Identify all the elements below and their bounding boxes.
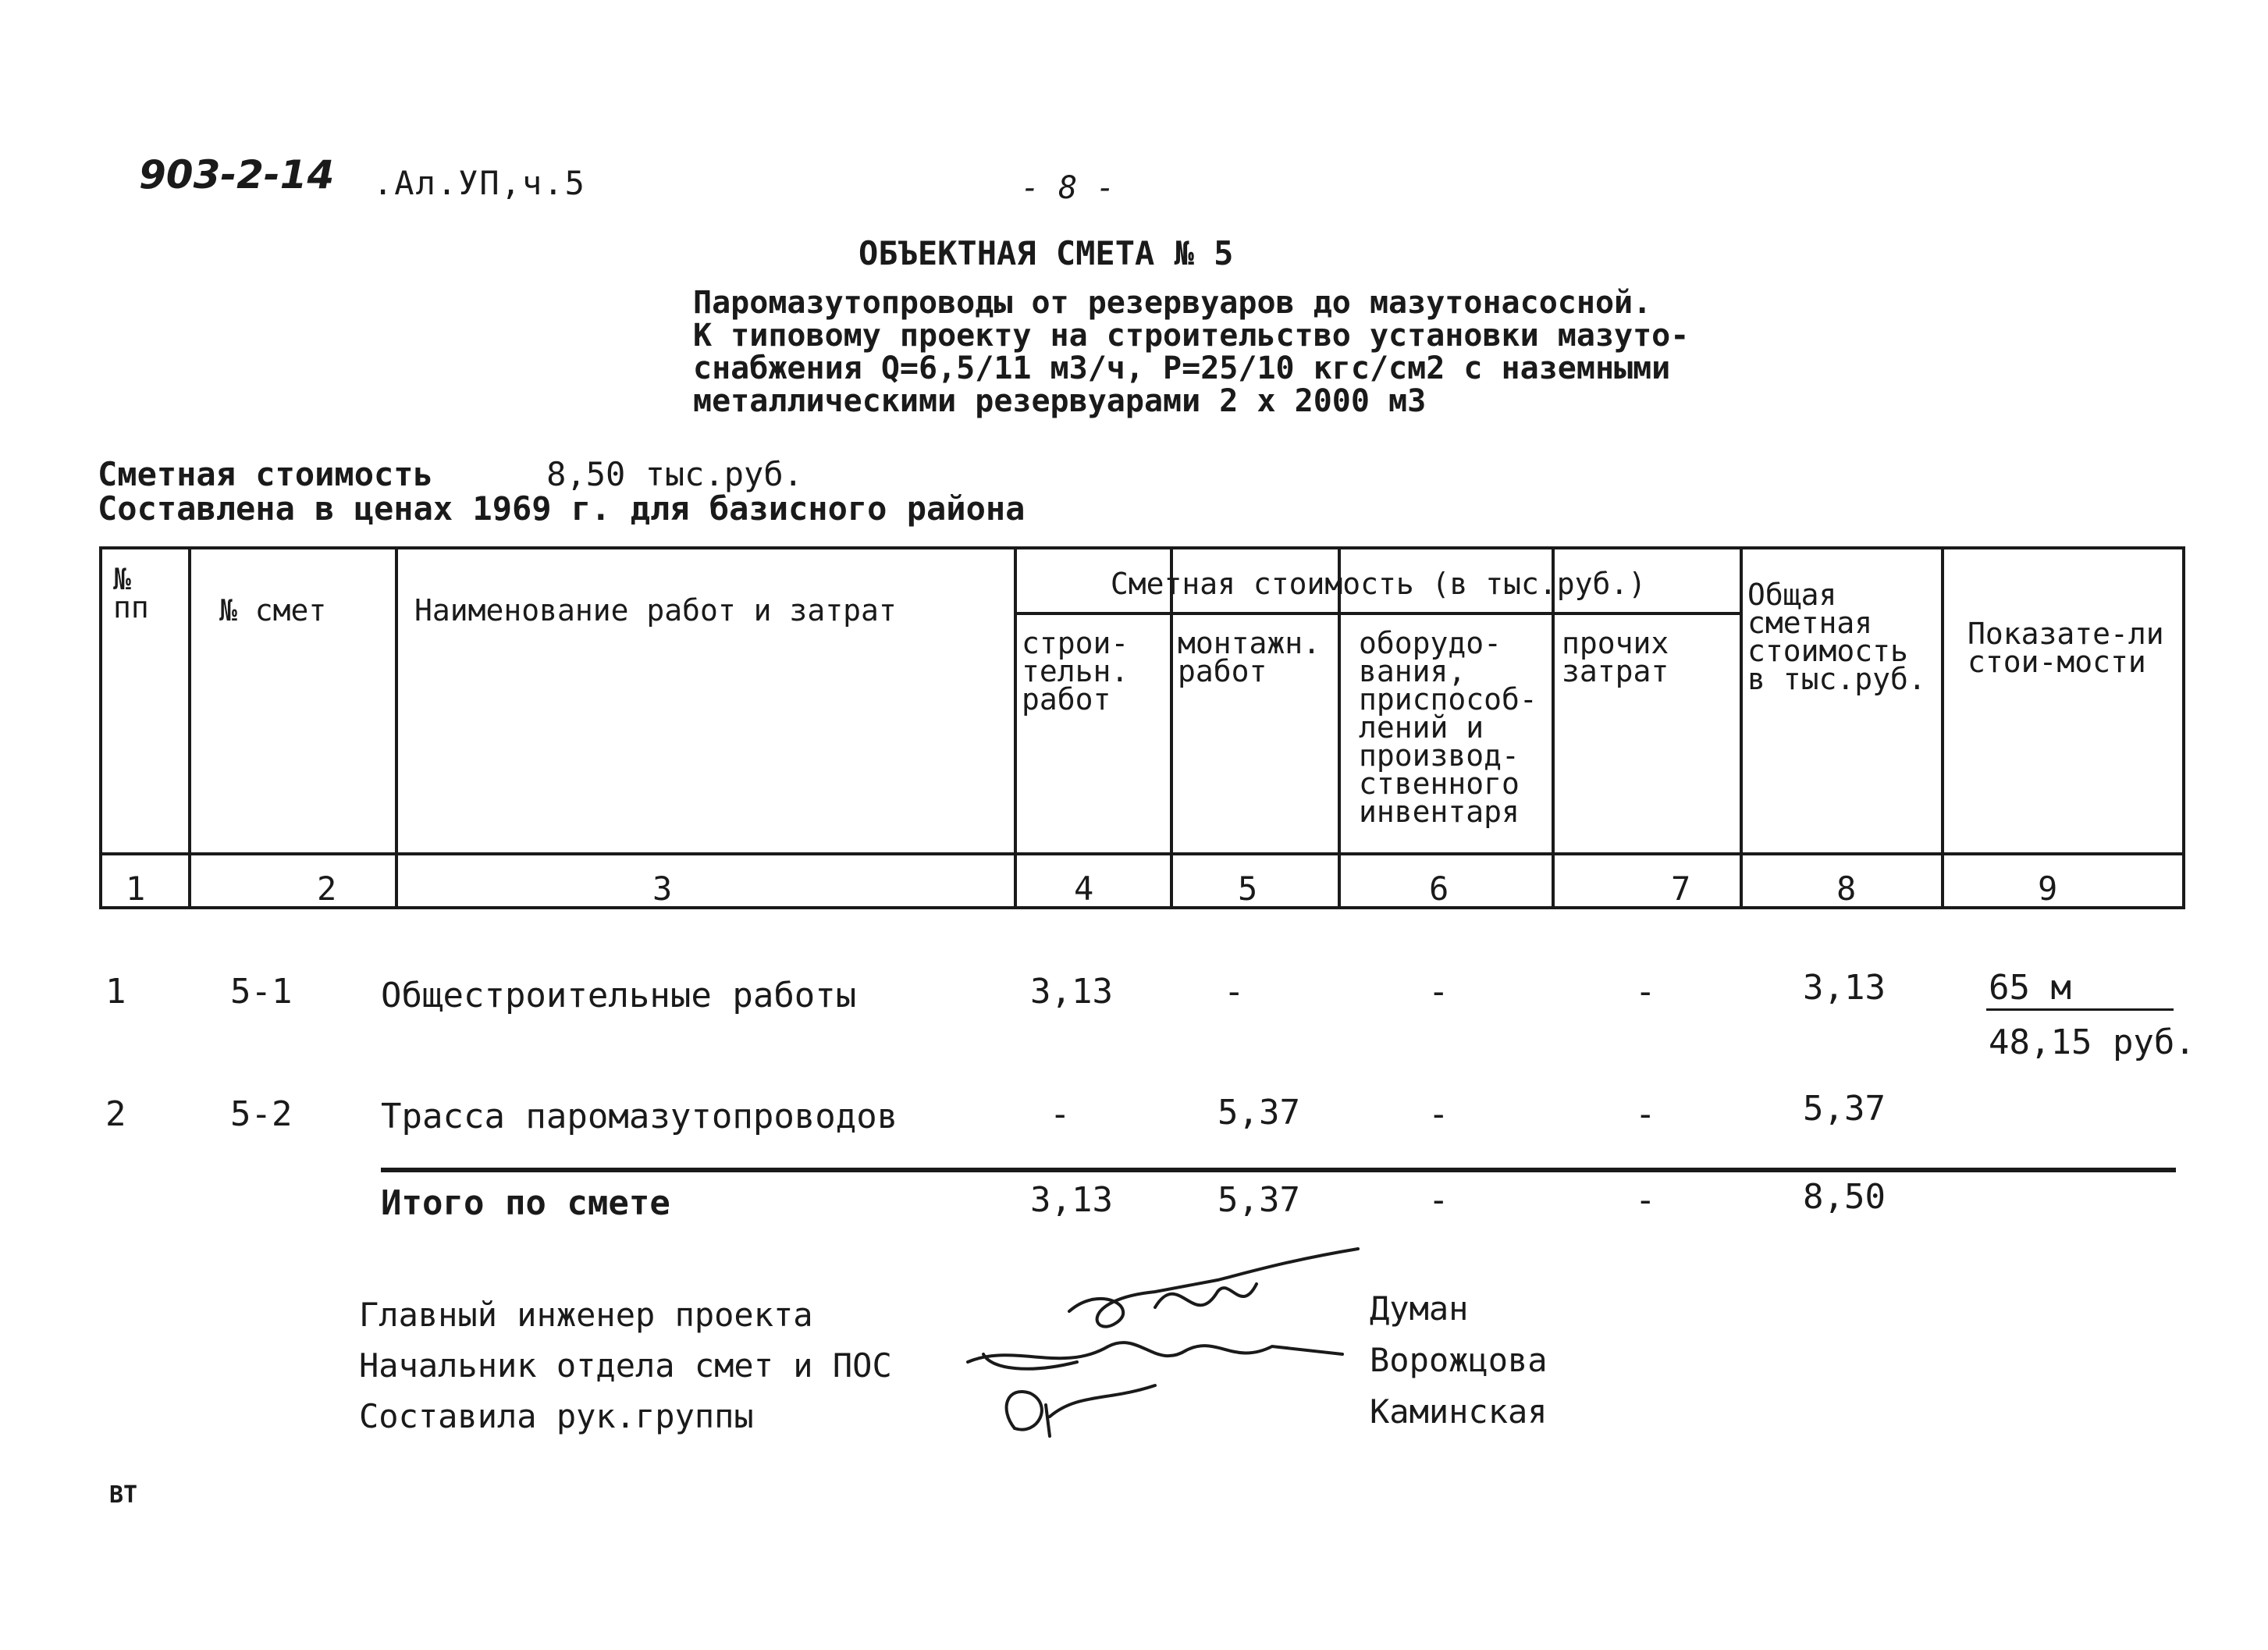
column-number: 5 bbox=[1238, 869, 1258, 908]
column-number: 6 bbox=[1429, 869, 1449, 908]
row-estimate: 5-2 bbox=[230, 1094, 293, 1134]
signature-role: Главный инженер проекта bbox=[359, 1296, 813, 1334]
handwritten-signatures bbox=[921, 1237, 1374, 1448]
header-equipment: оборудо-вания, приспособ-лений и производ-ственного инвентаря bbox=[1359, 626, 1537, 829]
column-number: 1 bbox=[126, 869, 146, 908]
total-other: - bbox=[1635, 1180, 1656, 1220]
cost-label: Сметная стоимость bbox=[98, 455, 433, 493]
header-total: Общая сметная стоимость в тыс.руб. bbox=[1747, 578, 1926, 696]
row-equipment: - bbox=[1428, 972, 1449, 1012]
total-label: Итого по смете bbox=[381, 1183, 670, 1223]
header-number-divider bbox=[102, 852, 2182, 855]
row-construction: 3,13 bbox=[1030, 972, 1113, 1012]
album-reference: .Ал.УП,ч.5 bbox=[373, 164, 586, 202]
signature-name: Думан bbox=[1370, 1289, 1469, 1328]
page-title: ОБЪЕКТНАЯ СМЕТА № 5 bbox=[858, 234, 1234, 272]
total-equipment: - bbox=[1428, 1180, 1449, 1220]
footer-mark: ВТ bbox=[109, 1481, 138, 1509]
total-construction: 3,13 bbox=[1030, 1180, 1113, 1220]
row-installation: - bbox=[1224, 972, 1245, 1012]
cost-value: 8,50 тыс.руб. bbox=[546, 455, 803, 493]
fraction-line bbox=[1986, 1008, 2174, 1011]
subtitle-line: снабжения Q=6,5/11 м3/ч, Р=25/10 кгс/см2 с наземными bbox=[693, 350, 1671, 386]
row-equipment: - bbox=[1428, 1094, 1449, 1134]
signature-name: Ворожцова bbox=[1370, 1341, 1548, 1379]
row-total: 5,37 bbox=[1803, 1089, 1886, 1129]
subtitle-line: металлическими резервуарами 2 х 2000 м3 bbox=[693, 383, 1427, 419]
row-indicator-bottom: 48,15 руб. bbox=[1989, 1022, 2195, 1062]
total-installation: 5,37 bbox=[1218, 1180, 1300, 1220]
header-installation: монтажн. работ bbox=[1178, 626, 1321, 688]
document-code: 903-2-14 bbox=[139, 152, 335, 197]
column-number: 9 bbox=[2038, 869, 2058, 908]
signature-role: Составила рук.группы bbox=[359, 1397, 754, 1435]
row-construction: - bbox=[1050, 1094, 1071, 1134]
header-group: Сметная стоимость (в тыс.руб.) bbox=[1110, 567, 1647, 601]
header-indicators: Показате-ли стои-мости bbox=[1968, 617, 2164, 679]
row-num: 2 bbox=[105, 1094, 126, 1134]
total-sum: 8,50 bbox=[1803, 1177, 1886, 1217]
header-name: Наименование работ и затрат bbox=[414, 593, 897, 628]
row-other: - bbox=[1635, 972, 1656, 1012]
total-divider bbox=[381, 1168, 2176, 1172]
row-installation: 5,37 bbox=[1218, 1093, 1300, 1133]
row-name: Общестроительные работы bbox=[381, 976, 857, 1015]
row-other: - bbox=[1635, 1094, 1656, 1134]
column-number: 4 bbox=[1074, 869, 1094, 908]
group-divider bbox=[1014, 612, 1740, 615]
row-estimate: 5-1 bbox=[230, 972, 293, 1012]
row-indicator-top: 65 м bbox=[1989, 968, 2071, 1008]
column-number: 7 bbox=[1671, 869, 1691, 908]
cost-summary bbox=[98, 457, 1025, 526]
page-number: - 8 - bbox=[1021, 170, 1115, 206]
cost-row bbox=[98, 457, 1025, 492]
subtitle-line: К типовому проекту на строительство установки мазуто- bbox=[693, 318, 1690, 354]
estimate-table-header bbox=[99, 546, 2185, 909]
header-estimate: № смет bbox=[219, 593, 327, 628]
column-number: 2 bbox=[317, 869, 337, 908]
subtitle bbox=[693, 286, 1689, 418]
signature-role: Начальник отдела смет и ПОС bbox=[359, 1346, 892, 1385]
row-num: 1 bbox=[105, 972, 126, 1012]
header-other: прочих затрат bbox=[1562, 626, 1669, 688]
header-num: № пп bbox=[113, 562, 149, 624]
subtitle-line: Паромазутопроводы от резервуаров до мазутонасосной. bbox=[693, 285, 1652, 321]
row-total: 3,13 bbox=[1803, 968, 1886, 1008]
column-number: 3 bbox=[652, 869, 673, 908]
signature-name: Каминская bbox=[1370, 1392, 1548, 1431]
column-number: 8 bbox=[1836, 869, 1857, 908]
header-construction: строи-тельн. работ bbox=[1022, 626, 1129, 717]
row-name: Трасса паромазутопроводов bbox=[381, 1097, 898, 1136]
prices-line: Составлена в ценах 1969 г. для базисного района bbox=[98, 489, 1026, 528]
